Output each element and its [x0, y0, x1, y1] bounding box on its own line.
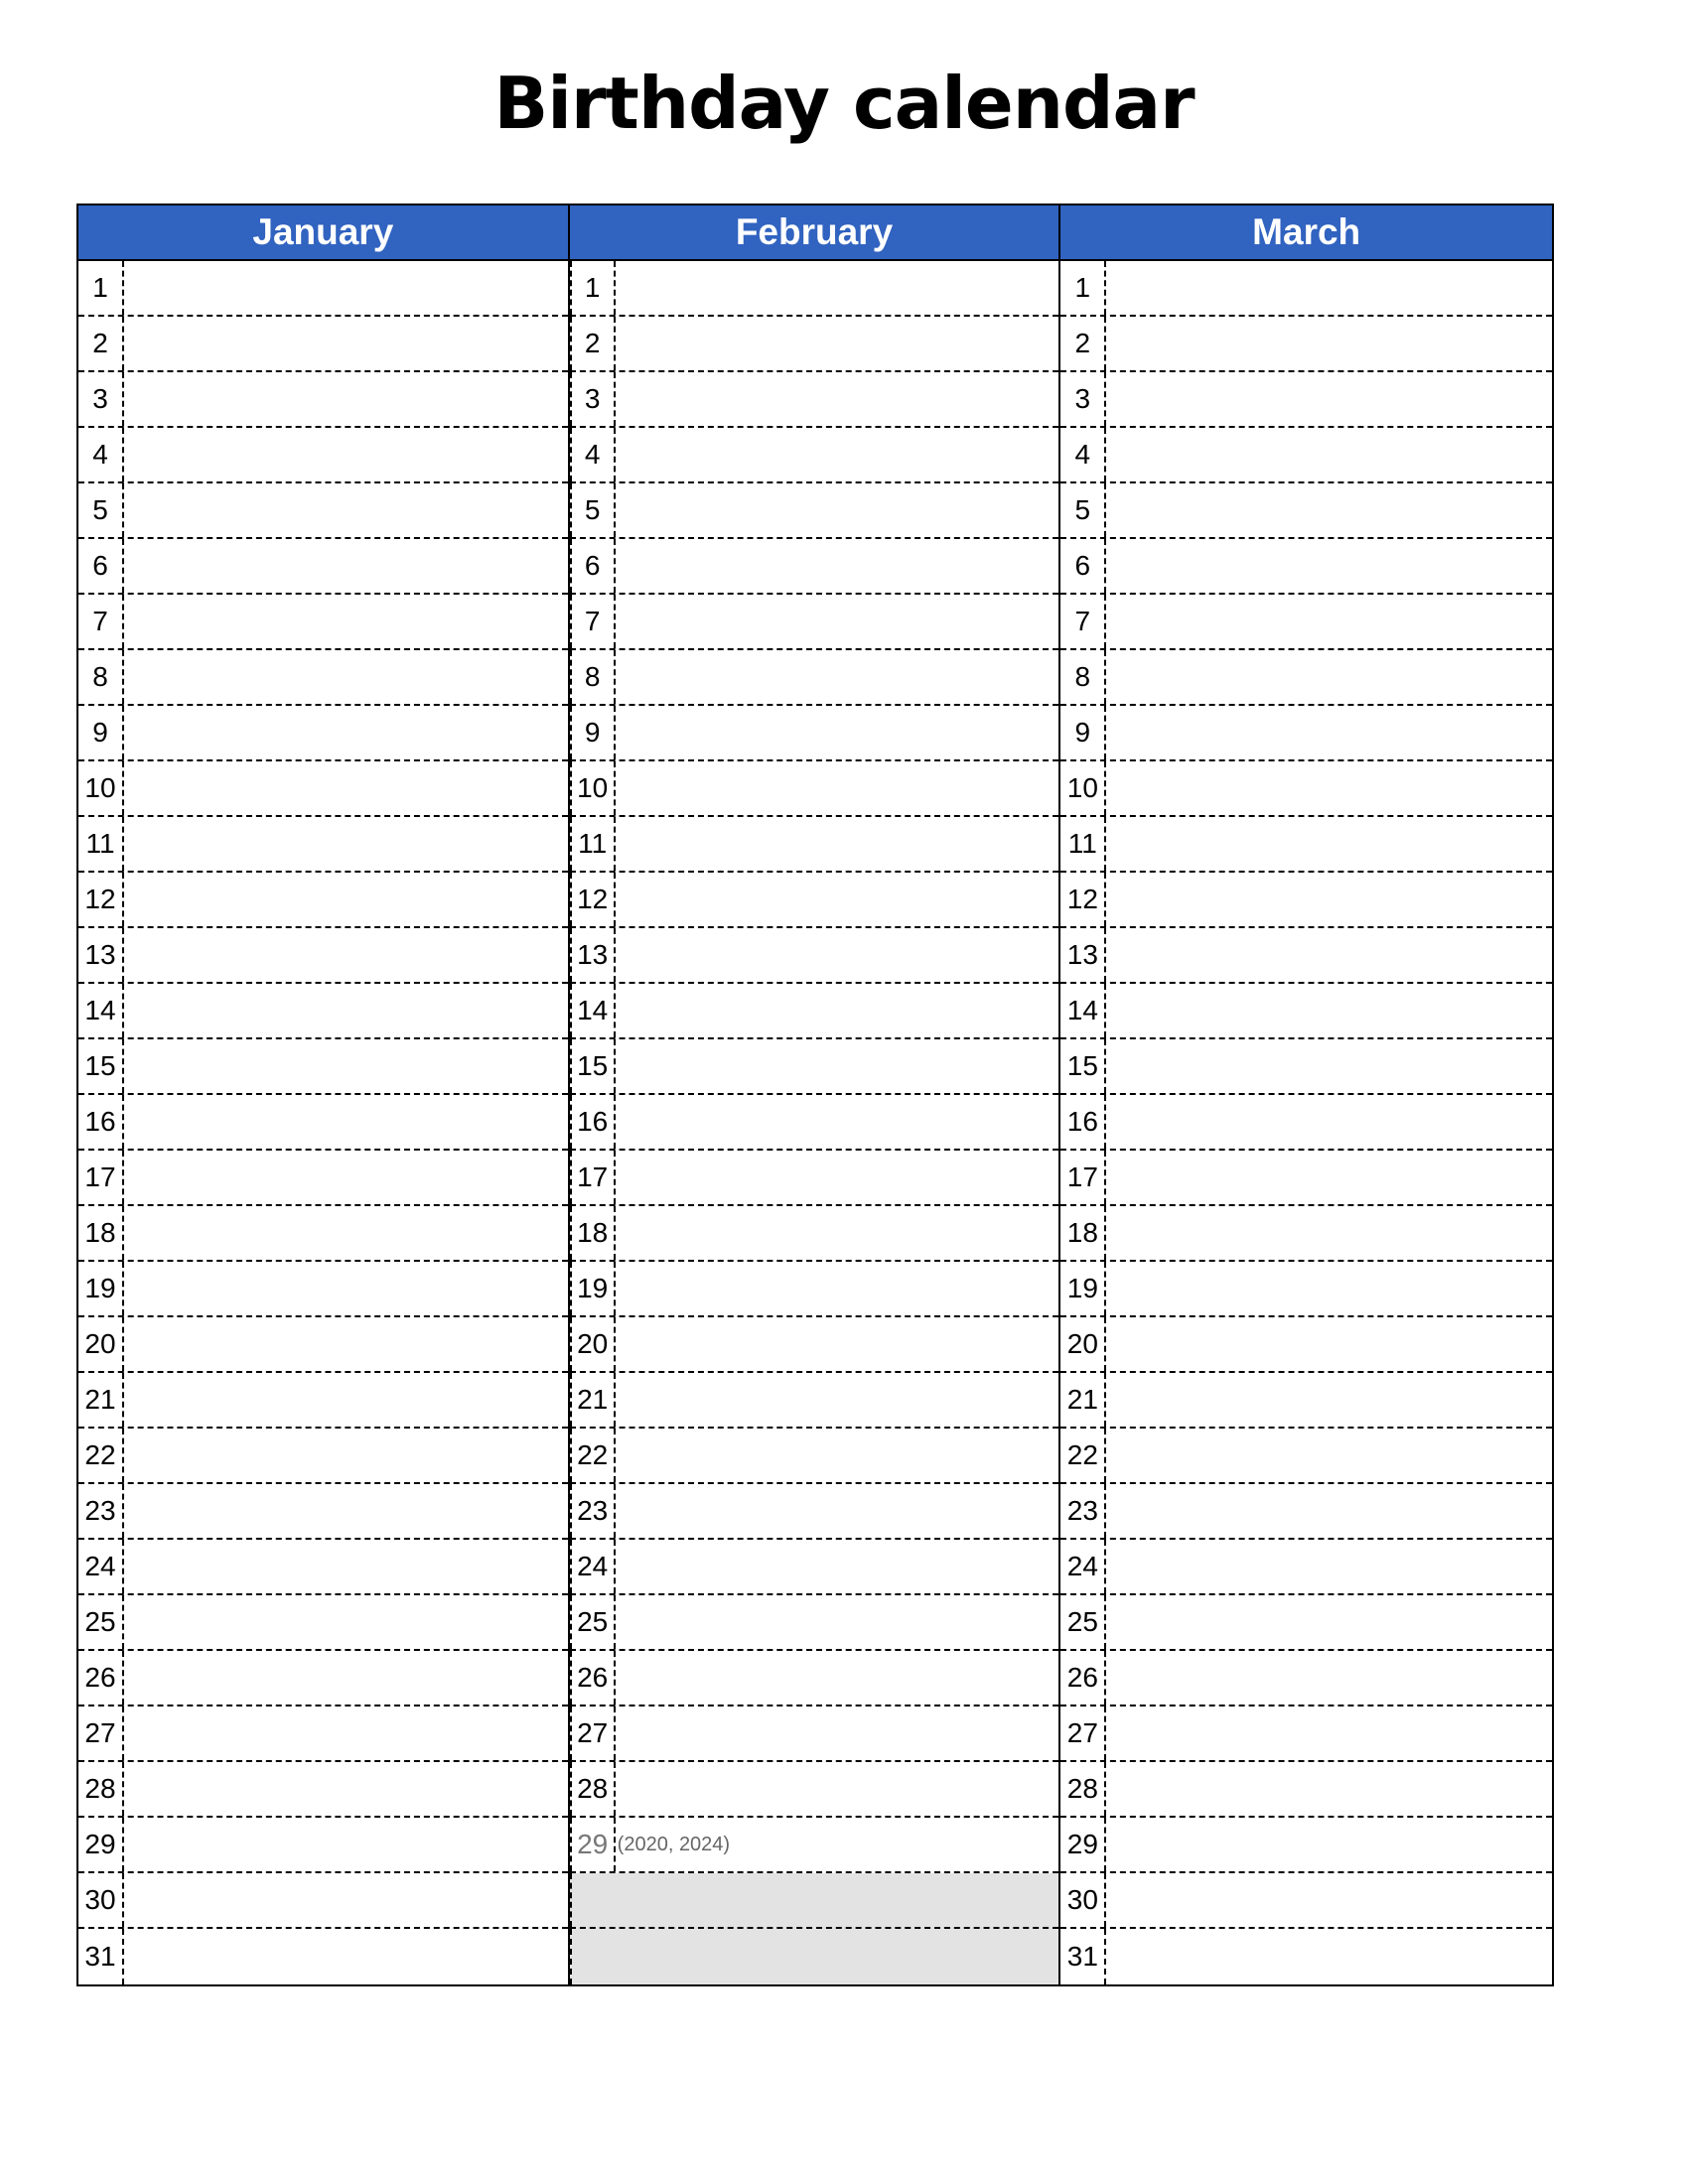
birthday-entry-cell[interactable] [124, 1206, 568, 1260]
birthday-entry-cell[interactable] [124, 1762, 568, 1816]
day-number: 13 [1060, 928, 1106, 982]
day-number: 27 [78, 1706, 124, 1760]
birthday-entry-cell[interactable] [1106, 1317, 1552, 1371]
birthday-entry-cell[interactable] [616, 650, 1059, 704]
day-number: 22 [570, 1429, 616, 1482]
day-row [1060, 539, 1552, 595]
birthday-entry-cell[interactable] [1106, 1651, 1552, 1705]
birthday-entry-cell[interactable] [1106, 1818, 1552, 1871]
day-number: 13 [78, 928, 124, 982]
day-number: 21 [570, 1373, 616, 1427]
birthday-entry-cell[interactable] [124, 1873, 568, 1927]
day-row [78, 984, 568, 1039]
day-row [78, 1484, 568, 1540]
birthday-entry-cell[interactable] [124, 317, 568, 370]
day-number: 19 [78, 1262, 124, 1315]
day-number: 5 [570, 483, 616, 537]
unavailable-cell [616, 1929, 1059, 1984]
birthday-entry-cell[interactable] [124, 1151, 568, 1204]
day-row [1060, 1818, 1552, 1873]
birthday-entry-cell[interactable] [616, 1706, 1059, 1760]
day-row [1060, 261, 1552, 317]
birthday-entry-cell[interactable] [616, 1762, 1059, 1816]
day-number: 24 [1060, 1540, 1106, 1593]
day-row [570, 595, 1059, 650]
day-row [1060, 1595, 1552, 1651]
day-row [1060, 1262, 1552, 1317]
day-row [1060, 928, 1552, 984]
day-row [78, 1706, 568, 1762]
birthday-entry-cell[interactable] [616, 817, 1059, 871]
day-row [570, 261, 1059, 317]
birthday-entry-cell[interactable] [616, 1317, 1059, 1371]
birthday-entry-cell[interactable] [1106, 317, 1552, 370]
birthday-entry-cell[interactable] [616, 1484, 1059, 1538]
birthday-entry-cell[interactable] [1106, 1262, 1552, 1315]
day-number: 17 [570, 1151, 616, 1204]
day-row [1060, 1429, 1552, 1484]
day-row [78, 1818, 568, 1873]
day-row [570, 1762, 1059, 1818]
day-row [78, 539, 568, 595]
day-number: 1 [78, 261, 124, 315]
day-number: 8 [78, 650, 124, 704]
birthday-entry-cell[interactable] [1106, 984, 1552, 1037]
day-number: 12 [570, 873, 616, 926]
day-number: 28 [78, 1762, 124, 1816]
day-number: 4 [78, 428, 124, 481]
day-row [1060, 595, 1552, 650]
day-number: 1 [570, 261, 616, 315]
day-number [570, 1929, 616, 1984]
birthday-entry-cell[interactable] [616, 372, 1059, 426]
day-row [78, 1095, 568, 1151]
birthday-entry-cell[interactable] [1106, 1929, 1552, 1984]
birthday-entry-cell[interactable] [1106, 428, 1552, 481]
birthday-entry-cell[interactable] [1106, 261, 1552, 315]
day-number: 23 [1060, 1484, 1106, 1538]
birthday-entry-cell[interactable] [124, 372, 568, 426]
day-number: 2 [1060, 317, 1106, 370]
month-header-february: February [570, 205, 1059, 261]
day-number: 11 [78, 817, 124, 871]
birthday-entry-cell[interactable] [616, 1095, 1059, 1149]
page-title: Birthday calendar [493, 62, 1195, 145]
day-row [570, 928, 1059, 984]
day-number: 7 [1060, 595, 1106, 648]
day-row [570, 1095, 1059, 1151]
day-number: 8 [570, 650, 616, 704]
day-row [78, 706, 568, 761]
birthday-entry-cell[interactable] [616, 928, 1059, 982]
birthday-entry-cell[interactable] [124, 1429, 568, 1482]
day-row [1060, 1484, 1552, 1540]
birthday-calendar-table [76, 204, 1554, 1986]
day-number: 6 [78, 539, 124, 593]
day-row [78, 261, 568, 317]
leap-year-note[interactable]: (2020, 2024) [617, 1833, 731, 1855]
day-row [1060, 1039, 1552, 1095]
birthday-entry-cell[interactable] [124, 1651, 568, 1705]
day-number: 9 [570, 706, 616, 759]
day-number: 11 [1060, 817, 1106, 871]
day-row [78, 1317, 568, 1373]
birthday-entry-cell[interactable] [616, 1540, 1059, 1593]
day-number: 23 [570, 1484, 616, 1538]
day-number: 20 [570, 1317, 616, 1371]
birthday-entry-cell[interactable] [124, 1095, 568, 1149]
day-number: 30 [1060, 1873, 1106, 1927]
day-number: 22 [1060, 1429, 1106, 1482]
day-number: 30 [78, 1873, 124, 1927]
birthday-entry-cell[interactable] [616, 1651, 1059, 1705]
day-number [570, 1873, 616, 1927]
day-row [78, 372, 568, 428]
birthday-entry-cell[interactable] [616, 706, 1059, 759]
day-number: 12 [78, 873, 124, 926]
day-number: 4 [1060, 428, 1106, 481]
day-number: 5 [1060, 483, 1106, 537]
day-number: 25 [78, 1595, 124, 1649]
day-row [78, 595, 568, 650]
birthday-entry-cell[interactable] [616, 595, 1059, 648]
day-number: 3 [78, 372, 124, 426]
day-number: 14 [570, 984, 616, 1037]
day-number: 26 [78, 1651, 124, 1705]
day-row [570, 1540, 1059, 1595]
birthday-entry-cell[interactable] [124, 483, 568, 537]
birthday-entry-cell[interactable] [1106, 1762, 1552, 1816]
month-header-march: March [1060, 205, 1552, 261]
birthday-entry-cell[interactable] [1106, 928, 1552, 982]
day-number: 20 [1060, 1317, 1106, 1371]
day-number: 18 [78, 1206, 124, 1260]
day-number: 5 [78, 483, 124, 537]
month-column-march [1060, 205, 1552, 1984]
day-row [570, 428, 1059, 483]
birthday-entry-cell[interactable] [124, 1262, 568, 1315]
birthday-entry-cell[interactable] [616, 261, 1059, 315]
day-number: 2 [570, 317, 616, 370]
birthday-entry-cell[interactable] [124, 817, 568, 871]
birthday-entry-cell[interactable] [124, 1818, 568, 1871]
birthday-entry-cell[interactable] [1106, 1095, 1552, 1149]
day-number: 18 [570, 1206, 616, 1260]
birthday-entry-cell[interactable] [616, 539, 1059, 593]
day-row [78, 1262, 568, 1317]
birthday-entry-cell[interactable] [124, 539, 568, 593]
day-row [570, 817, 1059, 873]
day-row [1060, 428, 1552, 483]
day-number: 23 [78, 1484, 124, 1538]
day-row [1060, 1873, 1552, 1929]
day-number: 27 [570, 1706, 616, 1760]
birthday-entry-cell[interactable] [124, 1317, 568, 1371]
birthday-entry-cell[interactable] [1106, 1540, 1552, 1593]
birthday-entry-cell[interactable] [1106, 372, 1552, 426]
day-row [78, 1039, 568, 1095]
day-number: 21 [78, 1373, 124, 1427]
birthday-entry-cell[interactable] [616, 428, 1059, 481]
day-row [570, 1706, 1059, 1762]
day-number: 2 [78, 317, 124, 370]
day-row [570, 873, 1059, 928]
birthday-entry-cell[interactable] [616, 1373, 1059, 1427]
day-number: 13 [570, 928, 616, 982]
birthday-entry-cell[interactable] [616, 317, 1059, 370]
day-number: 24 [570, 1540, 616, 1593]
day-row [1060, 1373, 1552, 1429]
day-row [78, 1373, 568, 1429]
day-number: 8 [1060, 650, 1106, 704]
day-row [570, 1818, 1059, 1873]
day-row [570, 650, 1059, 706]
birthday-entry-cell[interactable] [616, 761, 1059, 815]
month-column-january [78, 205, 570, 1984]
birthday-entry-cell[interactable] [124, 1484, 568, 1538]
day-row [570, 1484, 1059, 1540]
day-row [1060, 817, 1552, 873]
day-number: 9 [1060, 706, 1106, 759]
day-number: 4 [570, 428, 616, 481]
birthday-entry-cell[interactable] [124, 706, 568, 759]
day-number: 29 [570, 1818, 616, 1871]
day-row [570, 1039, 1059, 1095]
empty-day-cell [570, 1873, 1059, 1929]
day-number: 15 [1060, 1039, 1106, 1093]
birthday-entry-cell[interactable] [124, 1039, 568, 1093]
day-number: 11 [570, 817, 616, 871]
day-number: 10 [570, 761, 616, 815]
birthday-entry-cell[interactable] [124, 1929, 568, 1984]
birthday-entry-cell[interactable] [1106, 595, 1552, 648]
birthday-entry-cell[interactable] [1106, 650, 1552, 704]
birthday-entry-cell[interactable] [1106, 873, 1552, 926]
day-row [570, 483, 1059, 539]
day-number: 12 [1060, 873, 1106, 926]
day-row [1060, 1706, 1552, 1762]
day-row [570, 1651, 1059, 1706]
day-row [1060, 1317, 1552, 1373]
day-number: 7 [78, 595, 124, 648]
day-number: 17 [78, 1151, 124, 1204]
day-number: 6 [570, 539, 616, 593]
day-row [1060, 1095, 1552, 1151]
day-row [1060, 873, 1552, 928]
day-row [570, 1429, 1059, 1484]
day-number: 14 [1060, 984, 1106, 1037]
birthday-entry-cell[interactable] [124, 928, 568, 982]
day-number: 31 [78, 1929, 124, 1984]
month-header-january: January [78, 205, 568, 261]
day-row [78, 761, 568, 817]
day-number: 26 [1060, 1651, 1106, 1705]
day-row [1060, 317, 1552, 372]
day-row [570, 372, 1059, 428]
day-number: 28 [1060, 1762, 1106, 1816]
birthday-entry-cell[interactable] [616, 1151, 1059, 1204]
day-number: 10 [1060, 761, 1106, 815]
day-row [570, 539, 1059, 595]
birthday-entry-cell[interactable] [616, 1429, 1059, 1482]
day-number: 19 [1060, 1262, 1106, 1315]
birthday-entry-cell[interactable] [124, 984, 568, 1037]
day-row [78, 1873, 568, 1929]
day-row [78, 1929, 568, 1984]
birthday-entry-cell[interactable] [616, 1206, 1059, 1260]
day-number: 24 [78, 1540, 124, 1593]
day-number: 31 [1060, 1929, 1106, 1984]
birthday-entry-cell[interactable] [124, 595, 568, 648]
day-row [78, 1151, 568, 1206]
birthday-entry-cell[interactable] [1106, 1206, 1552, 1260]
day-row [78, 317, 568, 372]
day-row [78, 1429, 568, 1484]
day-row [1060, 650, 1552, 706]
birthday-entry-cell[interactable] [124, 1373, 568, 1427]
birthday-entry-cell[interactable] [1106, 1484, 1552, 1538]
day-number: 16 [570, 1095, 616, 1149]
birthday-entry-cell[interactable] [124, 650, 568, 704]
day-row [78, 928, 568, 984]
birthday-entry-cell[interactable] [1106, 1373, 1552, 1427]
day-row [1060, 1540, 1552, 1595]
birthday-entry-cell[interactable] [1106, 761, 1552, 815]
day-row [78, 1651, 568, 1706]
day-row [78, 1762, 568, 1818]
birthday-entry-cell[interactable] [1106, 706, 1552, 759]
birthday-entry-cell[interactable] [616, 984, 1059, 1037]
day-row [570, 984, 1059, 1039]
birthday-entry-cell[interactable] [124, 261, 568, 315]
day-row [570, 1151, 1059, 1206]
birthday-entry-cell[interactable] [124, 761, 568, 815]
day-number: 3 [1060, 372, 1106, 426]
day-row [1060, 761, 1552, 817]
day-row [1060, 372, 1552, 428]
day-row [1060, 1651, 1552, 1706]
day-row [78, 428, 568, 483]
day-number: 15 [78, 1039, 124, 1093]
birthday-entry-cell[interactable] [1106, 539, 1552, 593]
month-column-february [570, 205, 1061, 1984]
day-number: 10 [78, 761, 124, 815]
day-row [1060, 1206, 1552, 1262]
day-row [78, 650, 568, 706]
birthday-entry-cell[interactable] [1106, 1873, 1552, 1927]
day-row [570, 1262, 1059, 1317]
birthday-entry-cell[interactable] [616, 1262, 1059, 1315]
birthday-entry-cell[interactable] [124, 1706, 568, 1760]
day-number: 3 [570, 372, 616, 426]
birthday-entry-cell[interactable] [124, 428, 568, 481]
birthday-entry-cell[interactable] [616, 873, 1059, 926]
day-row [570, 706, 1059, 761]
birthday-entry-cell[interactable] [1106, 817, 1552, 871]
day-number: 16 [78, 1095, 124, 1149]
empty-day-cell [570, 1929, 1059, 1984]
day-row [1060, 984, 1552, 1039]
day-row [1060, 1151, 1552, 1206]
day-row [78, 1540, 568, 1595]
day-row [78, 483, 568, 539]
day-number: 29 [1060, 1818, 1106, 1871]
birthday-entry-cell[interactable] [1106, 1706, 1552, 1760]
day-number: 22 [78, 1429, 124, 1482]
day-row [1060, 1929, 1552, 1984]
birthday-entry-cell[interactable] [1106, 1039, 1552, 1093]
birthday-entry-cell[interactable] [616, 483, 1059, 537]
day-number: 29 [78, 1818, 124, 1871]
day-number: 14 [78, 984, 124, 1037]
day-row [1060, 706, 1552, 761]
birthday-entry-cell[interactable] [1106, 1595, 1552, 1649]
day-number: 18 [1060, 1206, 1106, 1260]
day-number: 9 [78, 706, 124, 759]
day-number: 25 [570, 1595, 616, 1649]
day-number: 21 [1060, 1373, 1106, 1427]
day-row [78, 873, 568, 928]
birthday-entry-cell[interactable] [1106, 483, 1552, 537]
day-row [570, 317, 1059, 372]
day-row [570, 761, 1059, 817]
birthday-entry-cell[interactable] [616, 1039, 1059, 1093]
day-number: 15 [570, 1039, 616, 1093]
birthday-entry-cell[interactable] [616, 1595, 1059, 1649]
birthday-entry-cell[interactable] [1106, 1429, 1552, 1482]
day-row [570, 1317, 1059, 1373]
day-row [1060, 483, 1552, 539]
day-row [1060, 1762, 1552, 1818]
birthday-entry-cell[interactable] [124, 1595, 568, 1649]
birthday-entry-cell[interactable] [124, 873, 568, 926]
day-number: 1 [1060, 261, 1106, 315]
day-row [570, 1373, 1059, 1429]
day-number: 26 [570, 1651, 616, 1705]
day-row [78, 1595, 568, 1651]
day-number: 16 [1060, 1095, 1106, 1149]
day-row [570, 1206, 1059, 1262]
unavailable-cell [616, 1873, 1059, 1927]
birthday-entry-cell[interactable] [1106, 1151, 1552, 1204]
day-number: 25 [1060, 1595, 1106, 1649]
day-row [78, 1206, 568, 1262]
day-number: 6 [1060, 539, 1106, 593]
day-number: 27 [1060, 1706, 1106, 1760]
day-number: 19 [570, 1262, 616, 1315]
day-number: 7 [570, 595, 616, 648]
day-row [570, 1595, 1059, 1651]
day-number: 17 [1060, 1151, 1106, 1204]
birthday-entry-cell[interactable] [124, 1540, 568, 1593]
day-row [78, 817, 568, 873]
day-number: 28 [570, 1762, 616, 1816]
day-number: 20 [78, 1317, 124, 1371]
